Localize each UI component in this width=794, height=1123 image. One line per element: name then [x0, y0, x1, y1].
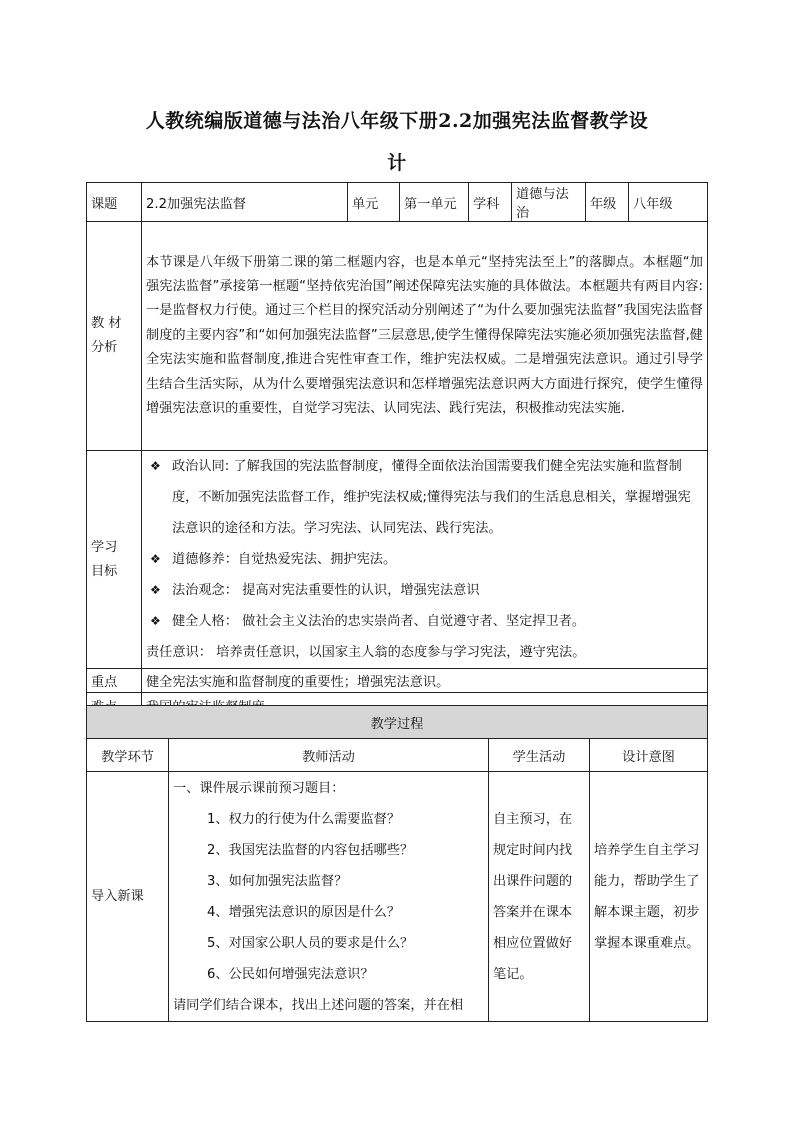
process-table — [86, 705, 708, 1022]
goal-item — [146, 575, 703, 606]
grade-label: 年级 — [586, 183, 629, 222]
goals-label-line-1: 学习 — [91, 539, 118, 555]
goal-text: 法治观念： 提高对宪法重要性的认识，增强宪法意识 — [172, 583, 480, 598]
process-row-intro — [87, 772, 708, 1022]
goal-item-responsibility: 责任意识： 培养责任意识，以国家主人翁的态度参与学习宪法，遵守宪法。 — [146, 645, 586, 660]
goal-text: 健全人格： 做社会主义法治的忠实崇尚者、自觉遵守者、坚定捍卫者。 — [172, 614, 586, 629]
document-title — [90, 100, 704, 184]
title-line-2: 计 — [387, 152, 407, 174]
teacher-outro: 请同学们结合课本，找出上述问题的答案，并在相 — [173, 997, 464, 1013]
diamond-bullet-icon: ❖ — [150, 583, 161, 597]
diamond-bullet-icon: ❖ — [150, 552, 161, 566]
analysis-label-line-2: 分析 — [91, 340, 118, 355]
subject-value: 道德与法治 — [512, 183, 586, 222]
goal-text: 道德修养：自觉热爱宪法、拥护宪法。 — [172, 552, 397, 567]
lesson-info-table — [86, 182, 708, 718]
col-stage: 教学环节 — [87, 739, 169, 772]
question-item: 5、对国家公职人员的要求是什么？ — [207, 935, 414, 951]
student-activity: 自主预习，在规定时间内找出课件问题的答案并在课本相应位置做好笔记。 — [489, 772, 590, 1022]
goal-item — [146, 606, 703, 637]
process-header-row — [87, 706, 708, 739]
unit-label: 单元 — [348, 183, 400, 222]
design-intent: 培养学生自主学习能力，帮助学生了解本课主题，初步掌握本课重难点。 — [590, 772, 708, 1022]
goal-item — [146, 451, 703, 544]
stage-cell: 导入新课 — [87, 772, 169, 1022]
question-item: 1、权力的行使为什么需要监督？ — [207, 811, 401, 827]
analysis-label — [87, 222, 142, 451]
key-row — [87, 669, 708, 693]
topic-label: 课题 — [87, 183, 142, 222]
goals-label-line-2: 目标 — [91, 563, 118, 579]
process-header: 教学过程 — [87, 706, 708, 739]
question-item: 2、我国宪法监督的内容包括哪些？ — [207, 842, 414, 858]
goal-text: 政治认同: 了解我国的宪法监督制度，懂得全面依法治国需要我们健全宪法实施和监督制度，不断加强宪法监督工作，维护宪法权威;懂得宪法与我们的生活息息相关，掌握增强宪法意识的途径和方法。学习宪法、认同宪法、践行宪法。 — [172, 459, 691, 536]
title-line-1: 人教统编版道德与法治八年级下册2.2加强宪法监督教学设 — [145, 110, 649, 132]
info-row — [87, 183, 708, 222]
analysis-row — [87, 222, 708, 451]
question-item: 3、如何加强宪法监督？ — [207, 873, 348, 889]
process-column-headers — [87, 739, 708, 772]
grade-value: 八年级 — [629, 183, 708, 222]
question-item: 6、公民如何增强宪法意识？ — [207, 966, 374, 982]
key-label: 重点 — [87, 669, 142, 693]
key-text: 健全宪法实施和监督制度的重要性；增强宪法意识。 — [142, 669, 708, 693]
goals-list — [146, 451, 703, 668]
topic-value: 2.2加强宪法监督 — [142, 183, 348, 222]
analysis-text: 本节课是八年级下册第二课的第二框题内容，也是本单元“坚持宪法至上”的落脚点。本框题“加强宪法监督”承接第一框题“坚持依宪治国”阐述保障宪法实施的具体做法。本框题共有两目内容:一是监督权力行使。通过三个栏目的探究活动分别阐述了“为什么要加强宪法监督”我国宪法监督制度的主要内容”和“如何加强宪法监督”三层意思,使学生懂得保障宪法实施必须加强宪法监督,健全宪法实施和监督制度,推进合宪性审查工作，维护宪法权威。二是增强宪法意识。通过引导学生结合生活实际，从为什么要增强宪法意识和怎样增强宪法意识两大方面进行探究，使学生懂得增强宪法意识的重要性，自觉学习宪法、认同宪法、践行宪法，积极推动宪法实施. — [142, 222, 708, 451]
teacher-activity — [169, 772, 489, 1022]
analysis-label-line-1: 教 材 — [91, 316, 122, 331]
goals-label — [87, 451, 142, 669]
col-student: 学生活动 — [489, 739, 590, 772]
question-item: 4、增强宪法意识的原因是什么？ — [207, 904, 401, 920]
goals-row — [87, 451, 708, 669]
unit-value: 第一单元 — [400, 183, 469, 222]
subject-label: 学科 — [469, 183, 512, 222]
col-teacher: 教师活动 — [169, 739, 489, 772]
goals-content — [142, 451, 708, 669]
col-intent: 设计意图 — [590, 739, 708, 772]
diamond-bullet-icon: ❖ — [150, 459, 161, 473]
diamond-bullet-icon: ❖ — [150, 614, 161, 628]
goal-item — [146, 544, 703, 575]
teacher-intro: 一、课件展示课前预习题目： — [173, 780, 345, 796]
